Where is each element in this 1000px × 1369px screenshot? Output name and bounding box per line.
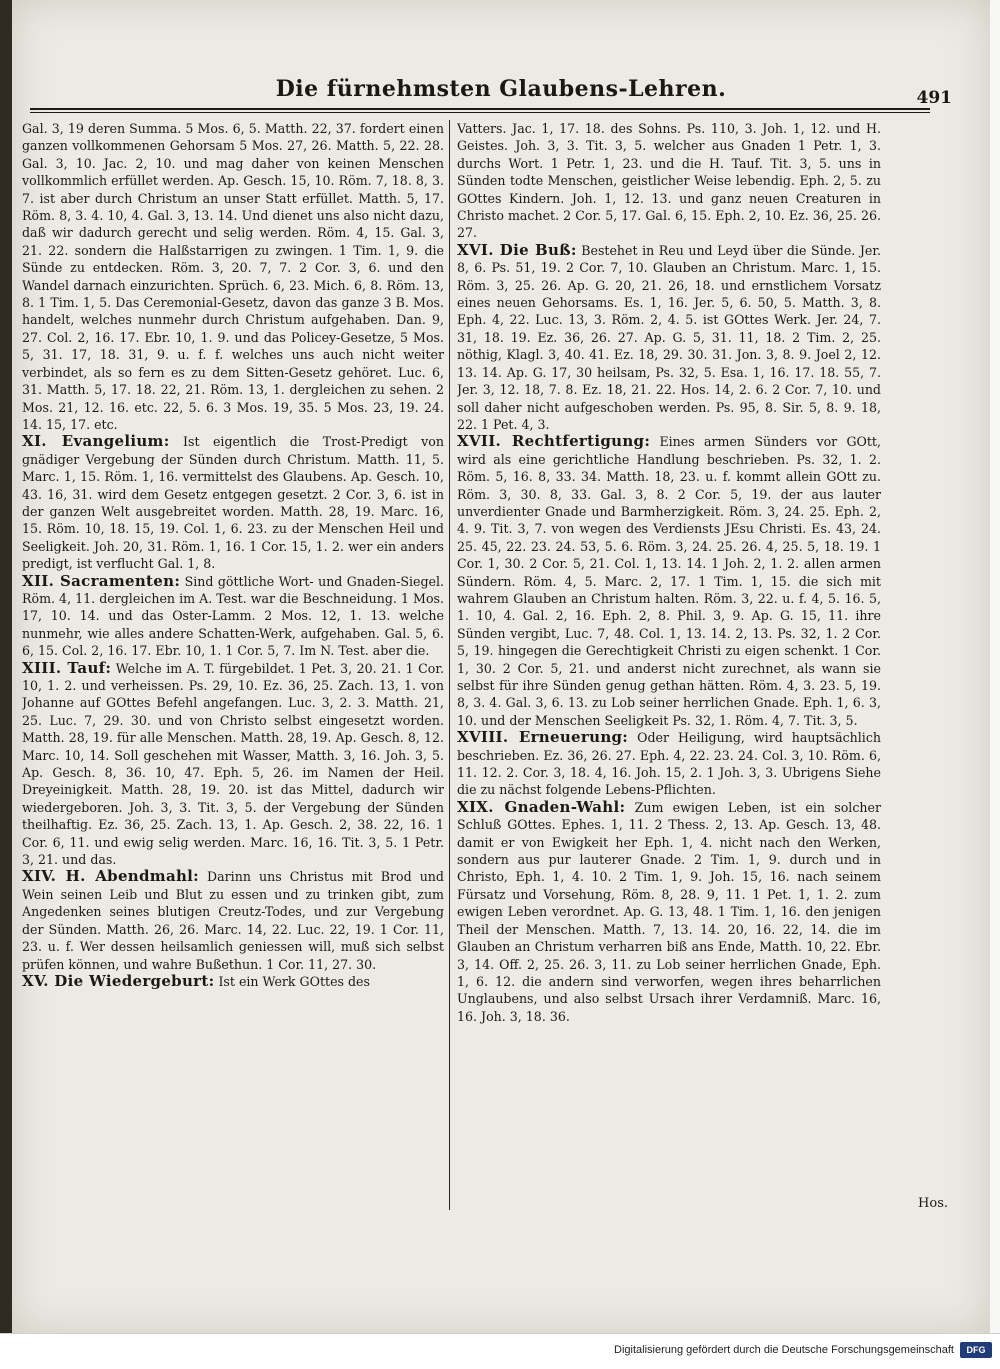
section-heading: XVI. Die Buß: [457, 240, 577, 259]
paragraph [22, 868, 444, 972]
paragraph-text: Ist ein Werk GOttes des [214, 973, 370, 989]
paragraph [457, 433, 881, 729]
footer-credit: Digitalisierung gefördert durch die Deutsche Forschungsgemeinschaft [614, 1344, 954, 1356]
section-heading: XV. Die Wiedergeburt: [22, 971, 215, 990]
book-page [12, 0, 990, 1333]
header-rule [30, 108, 930, 110]
section-heading: XI. Evangelium: [22, 432, 170, 451]
digitization-footer [0, 1333, 1000, 1369]
paragraph-text: Eines armen Sünders vor GOtt, wird als eine gerichtliche Handlung beschrieben. Ps. 32, 1. 2. Röm. 5, 16. 8, 33. 34. Matth. 18, 23. u. f. kommt allein GOtt zu. Röm. 3, 30. 8, 33. Gal. 3, 8. 2 Cor. 5, 19. der aus lauter unverdienter Gnade und Barmherzigkeit. Röm. 3, 24. 25. Eph. 2, 4. 9. Tit. 3, 7. von wegen des Verdiensts JEsu Christi. Es. 43, 24. 25. 45, 22. 23. 24. 53, 5. 6. Röm. 3, 24. 25. 26. 4, 25. 5, 18. 19. 1 Cor. 1, 30. 2 Cor. 5, 21. Col. 1, 13. 14. 1 Joh. 2, 1. 2. allen armen Sündern. Röm. 4, 5. Marc. 2, 17. 1 Tim. 1, 15. die sich mit wahrem Glauben an Christum halten. Röm. 3, 22. u. f. 4, 5. 16. 5, 1. 10, 4. Gal. 2, 16. Eph. 2, 8. Phil. 3, 9. Ap. G. 15, 11. ihre Sünden vergibt, Luc. 7, 48. Col. 1, 13. 14. 2, 13. Ps. 32, 1. 2 Cor. 5, 19. hingegen die Gerechtigkeit Christi zu eigen schenkt. 1 Cor. 1, 30. 2 Cor. 5, 21. und anderst nicht zurechnet, als wann sie selbst für ihre Sünden genug gethan hätten. Röm. 4, 3. 23. 5, 19. 8, 3. 4. Gal. 3, 6. 13. zu Lob seiner herrlichen Gnade. Eph. 1, 6. 3, 10. und der Menschen Seeligkeit Ps. 32, 1. Röm. 4, 7. Tit. 3, 5. [457, 434, 881, 728]
paragraph-text: Gal. 3, 19 deren Summa. 5 Mos. 6, 5. Matth. 22, 37. fordert einen ganzen vollkommenen Gehorsam 5 Mos. 27, 26. Matth. 5, 22. 28. Gal. 3, 10. Jac. 2, 10. und mag daher von keinen Menschen vollkommlich erfüllet werden. Ap. Gesch. 15, 10. Röm. 7, 18. 8, 3. 7. ist aber durch Christum an unser Statt erfüllet. Matth. 5, 17. Röm. 8, 3. 4. 10, 4. Gal. 3, 13. 14. Und dienet uns also nicht dazu, daß wir dadurch gerecht und selig werden. Röm. 4, 15. Gal. 3, 21. 22. sondern die Halßstarrigen zu zwingen. 1 Tim. 1, 9. die Sünde zu entdecken. Röm. 3, 20. 7, 7. 2 Cor. 3, 6. und den Wandel darnach einzurichten. Sprüch. 6, 23. Mich. 6, 8. Röm. 13, 8. 1 Tim. 1, 5. Das Ceremonial-Gesetz, davon das ganze 3 B. Mos. handelt, welches nunmehr durch Christum aufgehaben. Dan. 9, 27. Col. 2, 16. 17. Ebr. 10, 1. 9. und das Policey-Gesetze, 5 Mos. 5, 31. 17, 18. 31, 9. u. f. f. welches uns auch nicht weiter verbindet, als so fern es zu dem Sitten-Gesetz gehöret. Luc. 6, 31. Matth. 5, 17. 18. 22, 21. Röm. 13, 1. dergleichen zu sehen. 2 Mos. 21, 12. 16. etc. 22, 5. 6. 3 Mos. 19, 35. 5 Mos. 23, 19. 24. 14. 15, 17. etc. [22, 121, 444, 432]
paragraph-text: Zum ewigen Leben, ist ein solcher Schluß GOttes. Ephes. 1, 11. 2 Thess. 2, 13. Ap. Gesch. 13, 48. damit er von Ewigkeit her Eph. 1, 4. nicht nach den Werken, sondern aus pur lauterer Gnade. 2 Tim. 1, 9. durch und in Christo, Eph. 1, 4. 10. 2 Tim. 1, 9. Joh. 15, 16. nach seinem Fürsatz und Vorsehung, Röm. 8, 28. 9, 11. 1 Pet. 1, 1. 2. zum ewigen Leben verordnet. Ap. G. 13, 48. 1 Tim. 1, 16. den jenigen Theil der Menschen. Matth. 7, 13. 14. 20, 16. 22, 14. die im Glauben an Christum verharren biß ans Ende, Matth. 10, 22. Ebr. 3, 14. Off. 2, 25. 26. 3, 11. zu Lob seiner herrlichen Gnade, Eph. 1, 6. 12. die andern sind verworfen, wegen ihres beharrlichen Unglaubens, und also selbst Ursach ihrer Verdamniß. Marc. 16, 16. Joh. 3, 18. 36. [457, 799, 881, 1024]
paragraph [22, 120, 444, 433]
paragraph-text: Vatters. Jac. 1, 17. 18. des Sohns. Ps. 110, 3. Joh. 1, 12. und H. Geistes. Joh. 3, 3. Tit. 3, 5. welcher aus Gnaden 1 Petr. 1, 3. durchs Wort. 1 Petr. 1, 23. und die H. Tauf. Tit. 3, 5. uns in Sünden todte Menschen, geistlicher Weise lebendig. Eph. 2, 5. zu GOttes Kindern. Joh. 1, 12. 13. und ganz neuen Creaturen in Christo machet. 2 Cor. 5, 17. Gal. 6, 15. Eph. 2, 10. Ez. 36, 25. 26. 27. [457, 121, 881, 241]
section-heading: XIV. H. Abendmahl: [22, 867, 200, 886]
right-column [457, 120, 881, 1220]
paragraph-text: Ist eigentlich die Trost-Predigt von gnädiger Vergebung der Sünden durch Christum. Matth. 11, 5. Marc. 1, 15. Röm. 1, 16. vermittelst des Glaubens. Ap. Gesch. 10, 43. 16, 31. wird dem Gesetz entgegen gesetzt. 2 Cor. 3, 6. ist in der ganzen Welt ausgebreitet worden. Matth. 28, 19. Marc. 16, 15. Röm. 10, 18. 15, 19. Col. 1, 6. 23. zu der Menschen Heil und Seeligkeit. Joh. 20, 31. Röm. 1, 16. 1 Cor. 15, 1. 2. wer ein anders predigt, ist verflucht Gal. 1, 8. [22, 434, 444, 572]
paragraph [22, 573, 444, 660]
dfg-logo: DFG [960, 1342, 992, 1358]
paragraph-text: Darinn uns Christus mit Brod und Wein seinen Leib und Blut zu essen und zu trinken gibt, zum Angedenken seines blutigen Creutz-Todes, und zur Vergebung der Sünden. Matth. 26, 26. Marc. 14, 22. Luc. 22, 19. 1 Cor. 11, 23. u. f. Wer dessen heilsamlich geniessen will, muß sich selbst prüfen können, und wahre Bußethun. 1 Cor. 11, 27. 30. [22, 869, 444, 972]
scan-edge [0, 0, 12, 1333]
paragraph [22, 433, 444, 572]
header-rule-thin [30, 112, 930, 113]
paragraph [457, 729, 881, 799]
paragraph-text: Bestehet in Reu und Leyd über die Sünde. Jer. 8, 6. Ps. 51, 19. 2 Cor. 7, 10. Glauben an Christum. Marc. 1, 15. Röm. 3, 25. 26. Ap. G. 20, 21. 26, 18. und ernstlichem Vorsatz eines neuen Gehorsams. Es. 1, 16. Jer. 5, 6. 50, 5. Matth. 3, 8. Eph. 4, 22. Luc. 13, 3. Röm. 2, 4. 5. ist GOttes Werk. Jer. 24, 7. 31, 18. 19. Ez. 36, 26. 27. Ap. G. 5, 31. 11, 18. 2 Tim. 2, 25. nöthig, Klagl. 3, 40. 41. Ez. 18, 29. 30. 31. Jon. 3, 8. 9. Joel 2, 12. 13. 14. Ap. G. 17, 30 heilsam, Ps. 32, 5. Esa. 1, 16. 17. 18. 55, 7. Jer. 3, 12. 18, 7. 8. Ez. 18, 21. 22. Hos. 14, 2. 6. 2 Cor. 7, 10. und soll daher nicht aufgeschoben werden. Ps. 95, 8. Sir. 5, 8. 9. 18, 22. 1 Pet. 4, 3. [457, 242, 881, 432]
paragraph [22, 660, 444, 869]
left-column [22, 120, 444, 1220]
section-heading: XVII. Rechtfertigung: [457, 432, 651, 451]
paragraph [457, 120, 881, 242]
section-heading: XVIII. Erneuerung: [457, 728, 629, 747]
paragraph-text: Sind göttliche Wort- und Gnaden-Siegel. Röm. 4, 11. dergleichen im A. Test. war die Beschneidung. 1 Mos. 17, 10. 14. und das Oster-Lamm. 2 Mos. 12, 1. 13. welche nunmehr, wie alles andere Schatten-Werk, aufgehaben. Gal. 5, 6. 6, 15. Col. 2, 16. 17. Ebr. 10, 1. 1 Cor. 5, 7. Im N. Test. aber die. [22, 573, 444, 659]
paragraph-text: Oder Heiligung, wird hauptsächlich beschrieben. Ez. 36, 26. 27. Eph. 4, 22. 23. 24. Col. 3, 10. Röm. 6, 11. 12. 2. Cor. 3, 18. 4, 16. Joh. 15, 2. 1 Joh. 3, 3. Ubrigens Siehe die zu nächst folgende Lebens-Pflichten. [457, 730, 881, 798]
section-heading: XII. Sacramenten: [22, 571, 181, 590]
column-divider [449, 120, 450, 1210]
paragraph [457, 242, 881, 433]
page-number: 491 [916, 88, 952, 108]
section-heading: XIII. Tauf: [22, 658, 112, 677]
section-heading: XIX. Gnaden-Wahl: [457, 797, 626, 816]
paragraph-text: Welche im A. T. fürgebildet. 1 Pet. 3, 20. 21. 1 Cor. 10, 1. 2. und verheissen. Ps. 29, 10. Ez. 36, 25. Zach. 13, 1. von Johanne auf GOttes Befehl angefangen. Luc. 3, 2. 3. Matth. 21, 25. Luc. 7, 29. 30. und von Christo selbst eingesetzt worden. Matth. 28, 19. für alle Menschen. Matth. 28, 19. Ap. Gesch. 8, 12. Marc. 10, 14. Soll geschehen mit Wasser, Matth. 3, 16. Joh. 3, 5. Ap. Gesch. 8, 36. 10, 47. Eph. 5, 26. im Namen der Heil. Dreyeinigkeit. Matth. 28, 19. 20. ist das Mittel, dadurch wir wiedergeboren. Joh. 3, 3. Tit. 3, 5. der Vergebung der Sünden theilhaftig. Ez. 36, 25. Zach. 13, 1. Ap. Gesch. 2, 38. 22, 16. 1 Cor. 6, 11. und ewig selig werden. Marc. 16, 16. Tit. 3, 5. 1 Petr. 3, 21. und das. [22, 660, 444, 868]
catchword: Hos. [918, 1196, 948, 1211]
page-title: Die fürnehmsten Glaubens-Lehren. [275, 76, 727, 102]
paragraph [22, 973, 444, 990]
running-header [42, 76, 960, 108]
paragraph [457, 799, 881, 1025]
